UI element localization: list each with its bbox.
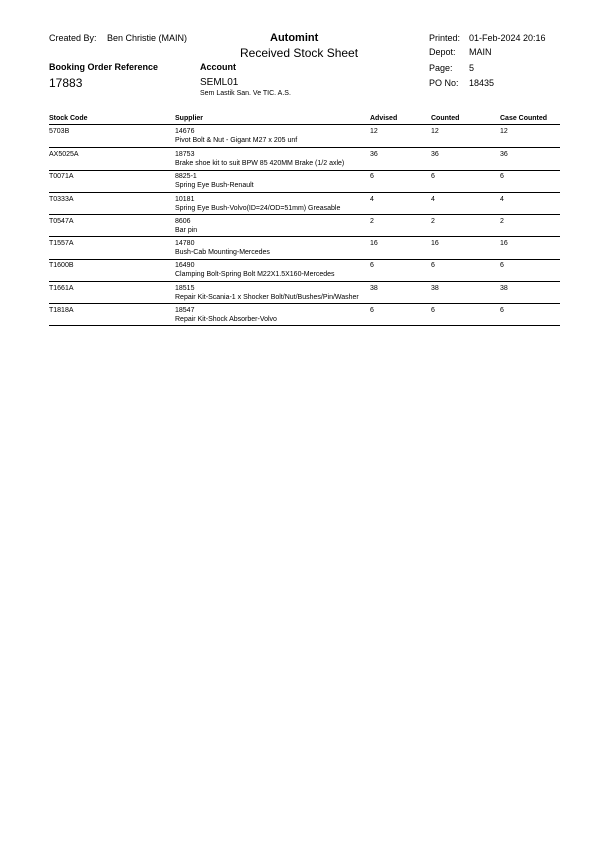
column-header-case-counted: Case Counted <box>500 115 548 122</box>
depot-value: MAIN <box>469 47 492 57</box>
row-divider <box>49 192 560 193</box>
case-counted-qty: 4 <box>500 196 504 203</box>
counted-qty: 6 <box>431 262 435 269</box>
stock-code: T1557A <box>49 240 74 247</box>
row-divider <box>49 325 560 326</box>
depot-label: Depot: <box>429 47 456 57</box>
advised-qty: 2 <box>370 218 374 225</box>
item-description: Spring Eye Bush-Volvo(ID=24/OD=51mm) Greasable <box>175 205 341 212</box>
page-title: Received Stock Sheet <box>240 46 359 60</box>
account-label: Account <box>200 62 236 72</box>
advised-qty: 4 <box>370 196 374 203</box>
item-description: Bar pin <box>175 227 198 234</box>
item-description: Brake shoe kit to suit BPW 85 420MM Brake (1/2 axle) <box>175 160 345 167</box>
counted-qty: 16 <box>431 240 439 247</box>
row-divider <box>49 214 560 215</box>
account-name: Sem Lastik San. Ve TIC. A.S. <box>200 90 291 97</box>
item-description: Repair Kit-Scania-1 x Shocker Bolt/Nut/Bushes/Pin/Washer <box>175 294 359 301</box>
supplier-code: 18547 <box>175 307 195 314</box>
case-counted-qty: 36 <box>500 151 508 158</box>
case-counted-qty: 38 <box>500 285 508 292</box>
po-number-label: PO No: <box>429 78 459 88</box>
po-number-value: 18435 <box>469 78 495 88</box>
item-description: Repair Kit-Shock Absorber-Volvo <box>175 316 277 323</box>
company-name: Automint <box>270 32 319 44</box>
booking-ref-label: Booking Order Reference <box>49 62 159 72</box>
case-counted-qty: 6 <box>500 262 504 269</box>
supplier-code: 8606 <box>175 218 191 225</box>
column-header-advised: Advised <box>370 115 398 122</box>
advised-qty: 16 <box>370 240 378 247</box>
row-divider <box>49 147 560 148</box>
case-counted-qty: 6 <box>500 307 504 314</box>
advised-qty: 6 <box>370 173 374 180</box>
case-counted-qty: 16 <box>500 240 508 247</box>
stock-code: T0547A <box>49 218 74 225</box>
stock-code: T0071A <box>49 173 74 180</box>
item-description: Clamping Bolt-Spring Bolt M22X1.5X160-Mercedes <box>175 271 335 278</box>
stock-code: T1661A <box>49 285 74 292</box>
stock-code: T1818A <box>49 307 74 314</box>
counted-qty: 6 <box>431 307 435 314</box>
advised-qty: 6 <box>370 307 374 314</box>
stock-code: T1600B <box>49 262 74 269</box>
header-divider <box>49 124 560 125</box>
supplier-code: 14676 <box>175 128 195 135</box>
booking-ref-value: 17883 <box>49 76 83 90</box>
item-description: Pivot Bolt & Nut - Gigant M27 x 205 unf <box>175 137 298 144</box>
supplier-code: 10181 <box>175 196 195 203</box>
case-counted-qty: 2 <box>500 218 504 225</box>
counted-qty: 4 <box>431 196 435 203</box>
created-by-label: Created By: <box>49 33 97 43</box>
created-by-value: Ben Christie (MAIN) <box>107 33 188 43</box>
printed-value: 01-Feb-2024 20:16 <box>469 33 546 43</box>
supplier-code: 18753 <box>175 151 195 158</box>
row-divider <box>49 281 560 282</box>
case-counted-qty: 12 <box>500 128 508 135</box>
advised-qty: 12 <box>370 128 378 135</box>
advised-qty: 6 <box>370 262 374 269</box>
printed-label: Printed: <box>429 33 461 43</box>
case-counted-qty: 6 <box>500 173 504 180</box>
row-divider <box>49 236 560 237</box>
supplier-code: 16490 <box>175 262 195 269</box>
column-header-counted: Counted <box>431 115 460 122</box>
stock-code: 5703B <box>49 128 70 135</box>
page-number-value: 5 <box>469 63 475 73</box>
counted-qty: 38 <box>431 285 439 292</box>
stock-code: AX5025A <box>49 151 79 158</box>
row-divider <box>49 259 560 260</box>
counted-qty: 6 <box>431 173 435 180</box>
counted-qty: 2 <box>431 218 435 225</box>
advised-qty: 36 <box>370 151 378 158</box>
page-number-label: Page: <box>429 63 453 73</box>
advised-qty: 38 <box>370 285 378 292</box>
item-description: Spring Eye Bush-Renault <box>175 182 254 189</box>
supplier-code: 8825-1 <box>175 173 197 180</box>
supplier-code: 18515 <box>175 285 195 292</box>
counted-qty: 36 <box>431 151 439 158</box>
row-divider <box>49 170 560 171</box>
item-description: Bush-Cab Mounting-Mercedes <box>175 249 270 256</box>
counted-qty: 12 <box>431 128 439 135</box>
row-divider <box>49 303 560 304</box>
supplier-code: 14780 <box>175 240 195 247</box>
stock-code: T0333A <box>49 196 74 203</box>
account-code: SEML01 <box>200 77 239 88</box>
column-header-supplier: Supplier <box>175 115 204 122</box>
column-header-stock-code: Stock Code <box>49 115 88 122</box>
